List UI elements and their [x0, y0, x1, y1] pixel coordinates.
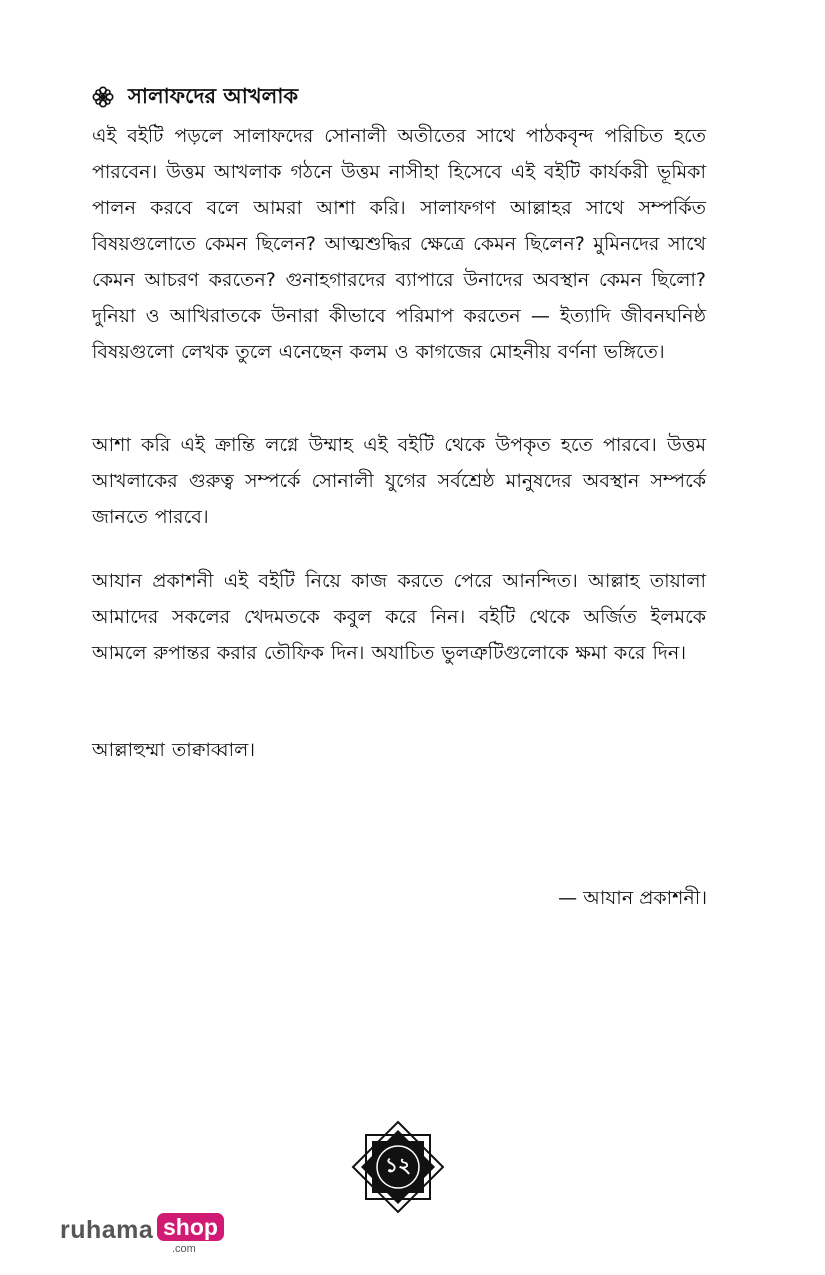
page-number: ১২: [385, 1152, 411, 1177]
paragraph-hope: আশা করি এই ক্রান্তি লগ্নে উম্মাহ এই বইটি থেকে উপকৃত হতে পারবে। উত্তম আখলাকের গুরুত্ব সম্পর্কে সোনালী যুগের সর্বশ্রেষ্ঠ মানুষদের অবস্থান সম্পর্কে জানতে পারবে।: [92, 434, 706, 528]
paragraph-dua: আল্লাহুম্মা তাক্বাব্বাল।: [92, 739, 256, 761]
flower-ornament-icon: [92, 86, 114, 108]
section-heading: [92, 80, 732, 114]
watermark-logo: [60, 1210, 230, 1260]
paragraph-publisher: আযান প্রকাশনী এই বইটি নিয়ে কাজ করতে পেরে আনন্দিত। আল্লাহ তায়ালা আমাদের সকলের খেদমতকে কবুল করে নিন। বইটি থেকে অর্জিত ইলমকে আমলে রুপান্তর করার তৌফিক দিন। অযাচিত ভুলত্রুটিগুলোকে ক্ষমা করে দিন।: [92, 570, 706, 664]
logo-brand-text: ruhama: [60, 1216, 154, 1244]
page-number-badge: [349, 1118, 447, 1216]
logo-shop-badge: shop: [157, 1213, 224, 1241]
logo-domain-text: .com: [172, 1243, 196, 1255]
paragraph-intro: এই বইটি পড়লে সালাফদের সোনালী অতীতের সাথে পাঠকবৃন্দ পরিচিত হতে পারবেন। উত্তম আখলাক গঠনে উত্তম নাসীহা হিসেবে এই বইটি কার্যকরী ভূমিকা পালন করবে বলে আমরা আশা করি। সালাফগণ আল্লাহর সাথে সম্পর্কিত বিষয়গুলোতে কেমন ছিলেন? আত্মশুদ্ধির ক্ষেত্রে কেমন ছিলেন? মুমিনদের সাথে কেমন আচরণ করতেন? গুনাহগারদের ব্যাপারে উনাদের অবস্থান কেমন ছিলো? দুনিয়া ও আখিরাতকে উনারা কীভাবে পরিমাপ করতেন — ইত্যাদি জীবনঘনিষ্ঠ বিষয়গুলো লেখক তুলে এনেছেন কলম ও কাগজের মোহনীয় বর্ণনা ভঙ্গিতে।: [92, 125, 706, 363]
section-title: সালাফদের আখলাক: [128, 83, 299, 108]
publisher-signature: — আযান প্রকাশনী।: [558, 887, 707, 909]
